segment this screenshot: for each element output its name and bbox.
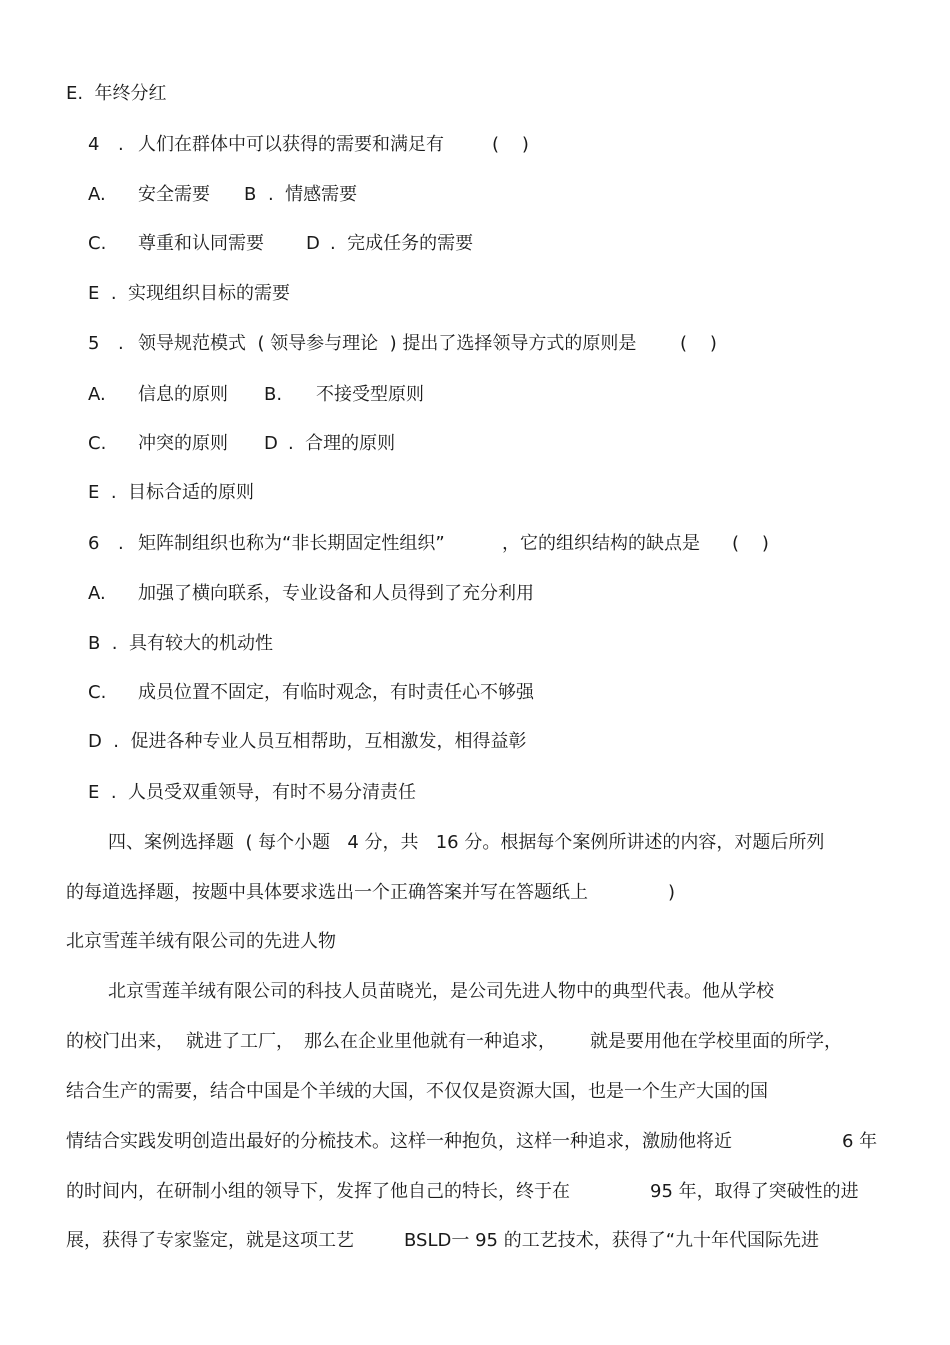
q5-dot: . [118,333,124,354]
q5-number: 5 [88,333,100,354]
q4-option-e-line [0,282,290,306]
q6-option-a-line [0,582,534,606]
section4-heading-continued: 的每道选择题，按题中具体要求选出一个正确答案并写在答题纸上 [66,882,588,903]
q5-options-ab [0,383,424,407]
q6-option-d: D . 促进各种专业人员互相帮助，互相激发，相得益彰 [88,731,527,752]
case-para-text: 那么在企业里他就有一种追求， [304,1031,556,1052]
q4-option-b-text: . 情感需要 [268,184,358,205]
q6-option-d-line [0,730,527,754]
case-para-line4 [0,1130,878,1154]
q3-option-e: E. 年终分红 [66,83,167,104]
q4-option-d-text: . 完成任务的需要 [330,233,474,254]
case-para-line1 [0,980,774,1004]
q4-option-e: E . 实现组织目标的需要 [88,283,290,304]
case-para-text: 的校门出来， [66,1031,174,1052]
q6-option-c-text: 成员位置不固定，有临时观念，有时责任心不够强 [138,682,534,703]
case-para-text: 95 年，取得了突破性的进 [650,1181,859,1202]
q4-bracket: ( ) [492,134,529,155]
q6-option-c-label: C. [88,682,107,703]
case-para-text: 展，获得了专家鉴定，就是这项工艺 [66,1230,354,1251]
case-title-line [0,930,336,954]
q5-option-b-label: B. [264,384,283,405]
q6-option-c-line [0,681,534,705]
section4-heading-close: ) [668,882,676,903]
case-para-text: 就是要用他在学校里面的所学， [590,1031,842,1052]
q6-bracket: ( ) [732,533,769,554]
q4-options-ab [0,183,358,207]
q6-option-b: B . 具有较大的机动性 [88,633,273,654]
q5-option-d-label: D [264,433,278,454]
case-para-line3 [0,1080,768,1104]
q5-bracket: ( ) [680,333,717,354]
q4-stem: 人们在群体中可以获得的需要和满足有 [138,134,444,155]
q6-option-b-line [0,632,273,656]
case-para-text: BSLD一 95 的工艺技术，获得了“九十年代国际先进 [404,1230,820,1251]
section4-heading-line2 [0,881,676,905]
case-para-line6 [0,1229,820,1253]
q5-option-e: E . 目标合适的原则 [88,482,254,503]
section4-heading: 四、案例选择题 ( 每个小题 4 分，共 16 分。根据每个案例所讲述的内容，对题后所列 [108,832,825,853]
q6-dot: . [118,533,124,554]
q5-option-b-text: 不接受型原则 [316,384,424,405]
q4-dot: . [118,134,124,155]
q6-number: 6 [88,533,100,554]
q6-stem: 矩阵制组织也称为“非长期固定性组织” [138,533,445,554]
q6-stem-continued: ，它的组织结构的缺点是 [502,533,700,554]
q6-option-a-label: A. [88,583,106,604]
case-para-text: 北京雪莲羊绒有限公司的科技人员苗晓光，是公司先进人物中的典型代表。他从学校 [108,981,774,1002]
q5-option-a-label: A. [88,384,106,405]
q3-option-e-line [0,82,167,106]
section4-heading-line1 [0,831,825,855]
case-para-text: 结合生产的需要，结合中国是个羊绒的大国，不仅仅是资源大国，也是一个生产大国的国 [66,1081,768,1102]
q5-stem-line [0,332,717,356]
q5-option-c-label: C. [88,433,107,454]
q6-stem-line [0,532,769,556]
case-para-text: 的时间内，在研制小组的领导下，发挥了他自己的特长，终于在 [66,1181,570,1202]
case-para-line5 [0,1180,859,1204]
q4-option-d-label: D [306,233,320,254]
case-para-line2 [0,1030,842,1054]
q4-options-cd [0,232,474,256]
q4-stem-line [0,133,529,157]
case-para-text: 6 年 [842,1131,878,1152]
q4-option-b-label: B [244,184,257,205]
q5-option-e-line [0,481,254,505]
q4-option-c-label: C. [88,233,107,254]
q4-option-a-text: 安全需要 [138,184,210,205]
q4-number: 4 [88,134,100,155]
q5-stem: 领导规范模式 ( 领导参与理论 ) 提出了选择领导方式的原则是 [138,333,637,354]
q4-option-c-text: 尊重和认同需要 [138,233,264,254]
q5-option-a-text: 信息的原则 [138,384,228,405]
case-title: 北京雪莲羊绒有限公司的先进人物 [66,931,336,952]
case-para-text: 就进了工厂， [186,1031,294,1052]
q5-options-cd [0,432,396,456]
q5-option-d-text: . 合理的原则 [288,433,396,454]
q6-option-e: E . 人员受双重领导，有时不易分清责任 [88,782,416,803]
q4-option-a-label: A. [88,184,106,205]
q6-option-e-line [0,781,416,805]
q6-option-a-text: 加强了横向联系，专业设备和人员得到了充分利用 [138,583,534,604]
case-para-text: 情结合实践发明创造出最好的分梳技术。这样一种抱负，这样一种追求，激励他将近 [66,1131,732,1152]
q5-option-c-text: 冲突的原则 [138,433,228,454]
